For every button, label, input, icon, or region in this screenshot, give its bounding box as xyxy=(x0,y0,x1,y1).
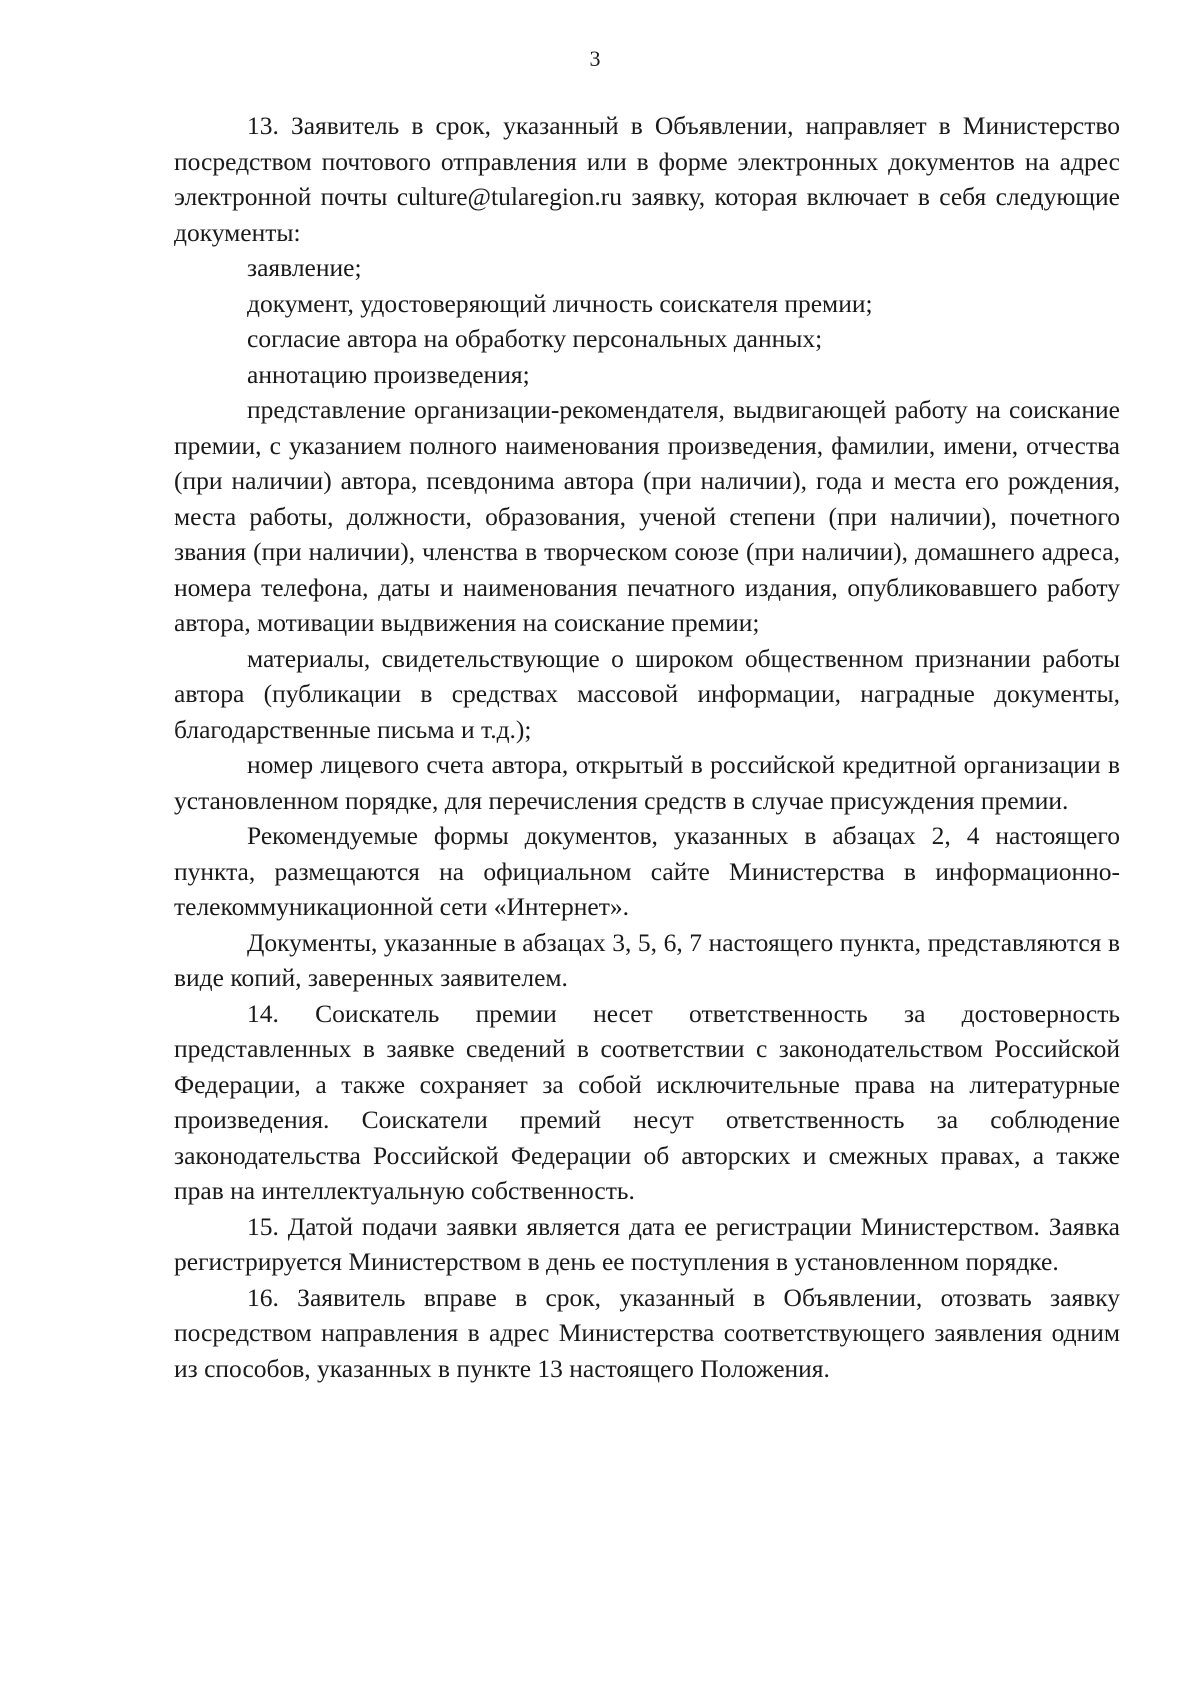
paragraph-document-copies: Документы, указанные в абзацах 3, 5, 6, 7 настоящего пункта, представляются в виде копий, заверенных заявителем. xyxy=(174,927,1120,992)
list-item-organization-submission: представление организации-рекомендателя, выдвигающей работу на соискание премии, с указанием полного наименования произведения, фамилии, имени, отчества (при наличии) автора, псевдонима автора (при наличии), года и места его рождения, места работы, должности, образования, ученой степени (при наличии), почетного звания (при наличии), членства в творческом союзе (при наличии), домашнего адреса, номера телефона, даты и наименования печатного издания, опубликовавшего работу автора, мотивации выдвижения на соискание премии; xyxy=(174,395,1120,637)
list-item-personal-data-consent: согласие автора на обработку персональных данных; xyxy=(247,324,823,353)
list-item-bank-account: номер лицевого счета автора, открытый в российской кредитной организации в установленном порядке, для перечисления средств в случае присуждения премии. xyxy=(174,750,1120,815)
list-item-identity-document: документ, удостоверяющий личность соискателя премии; xyxy=(247,288,873,318)
paragraph-16: 16. Заявитель вправе в срок, указанный в Объявлении, отозвать заявку посредством направления в адрес Министерства соответствующего заявления одним из способов, указанных в пункте 13 настоящего Положения. xyxy=(174,1282,1120,1383)
paragraph-15: 15. Датой подачи заявки является дата ее регистрации Министерством. Заявка регистрируется Министерством в день ее поступления в установленном порядке. xyxy=(174,1211,1120,1276)
paragraph-14: 14. Соискатель премии несет ответственность за достоверность представленных в заявке сведений в соответствии с законодательством Российской Федерации, а также сохраняет за собой исключительные права на литературные произведения. Соискатели премий несут ответственность за соблюдение законодательства Российской Федерации об авторских и смежных правах, а также прав на интеллектуальную собственность. xyxy=(174,998,1120,1205)
list-item-application: заявление; xyxy=(247,253,362,282)
document-body xyxy=(174,108,1120,1386)
list-item-public-recognition-materials: материалы, свидетельствующие о широком общественном признании работы автора (публикации в средствах массовой информации, наградные документы, благодарственные письма и т.д.); xyxy=(174,643,1120,744)
paragraph-recommended-forms: Рекомендуемые формы документов, указанных в абзацах 2, 4 настоящего пункта, размещаются на официальном сайте Министерства в информационно-телекоммуникационной сети «Интернет». xyxy=(174,821,1120,921)
page-number: 3 xyxy=(589,46,601,71)
list-item-annotation: аннотацию произведения; xyxy=(247,359,530,389)
paragraph-13-intro: 13. Заявитель в срок, указанный в Объявлении, направляет в Министерство посредством почтового отправления или в форме электронных документов на адрес электронной почты culture@tularegion.ru заявку, которая включает в себя следующие документы: xyxy=(174,111,1120,247)
